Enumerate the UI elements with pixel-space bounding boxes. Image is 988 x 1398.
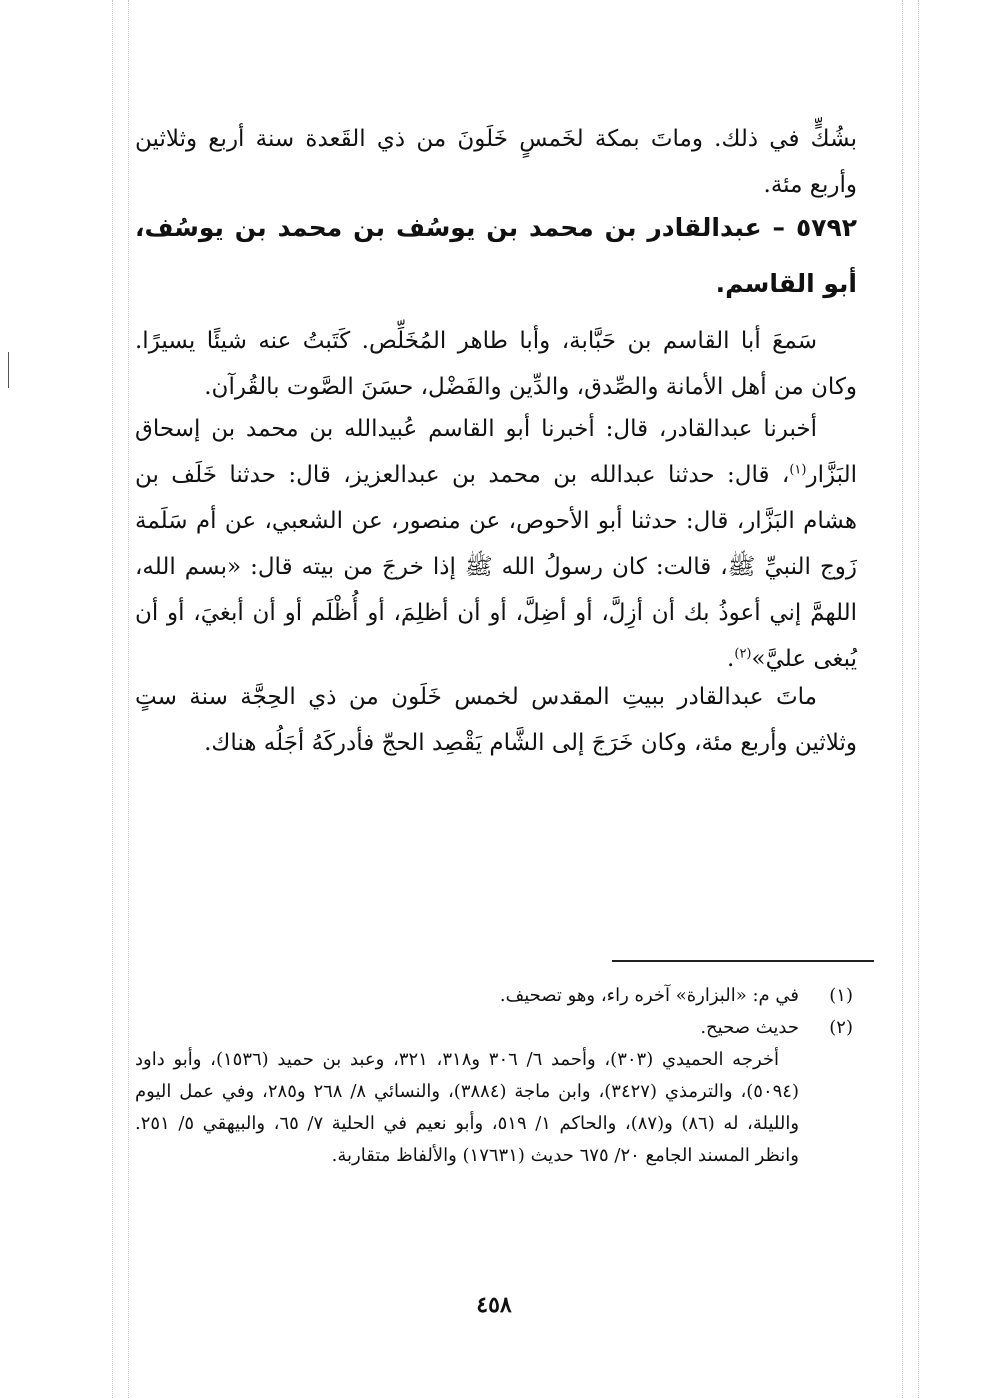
biography-paragraph	[135, 318, 857, 410]
footnote-ref-1[interactable]: (١)	[789, 462, 807, 478]
footnote-body: أخرجه الحميدي (٣٠٣)، وأحمد ٦/ ٣٠٦ و٣١٨، ٣٢١، وعبد بن حميد (١٥٣٦)، وأبو داود (٥٠٩٤)، والترمذي (٣٤٢٧)، وابن ماجة (٣٨٨٤)، والنسائي ٨/ ٢٦٨ و٢٨٥، وفي عمل اليوم والليلة، له (٨٦) و(٨٧)، والحاكم ١/ ٥١٩، وأبو نعيم في الحلية ٧/ ٦٥، والبيهقي ٥/ ٢٥١. وانظر المسند الجامع ٢٠/ ٦٧٥ حديث (١٧٦٣١) والألفاظ متقاربة.	[135, 1049, 800, 1166]
paragraph-text: سَمعَ أبا القاسم بن حَبَّابة، وأبا طاهر المُخَلِّص. كَتَبتُ عنه شيئًا يسيرًا. وكان من أهل الأمانة والصِّدق، والدِّين والفَضْل، حسَنَ الصَّوت بالقُرآن.	[135, 328, 857, 400]
paragraph-text: بشُكٍّ في ذلك. وماتَ بمكة لخَمسٍ خَلَونَ من ذي القَعدة سنة أربع وثلاثين وأربع مئة.	[135, 126, 857, 198]
page-number: ٤٥٨	[476, 1292, 512, 1318]
paragraph-text-part: ، قال: حدثنا عبدالله بن محمد بن عبدالعزيز، قال: حدثنا خَلَف بن هشام البَزَّار، قال: حدثنا أبو الأحوص، عن منصور، عن الشعبي، عن أم سَلَمة زَوج النبيِّ ﷺ، قالت: كان رسولُ الله ﷺ إذا خرجَ من بيته قال: «بسم الله، اللهمَّ إني أعوذُ بك أن أزِلَّ، أو أضِلَّ، أو أن أظلِمَ، أو أُظْلَم أو أن أبغيَ، أو أن يُبغى عليَّ»	[135, 462, 857, 672]
footnote-ref-2[interactable]: (٢)	[734, 646, 752, 662]
paragraph-text: ماتَ عبدالقادر ببيتِ المقدس لخمس خَلَون من ذي الحِجَّة سنة ستٍ وثلاثين وأربع مئة، وكان خَرَجَ إلى الشَّام يَقْصِد الحجّ فأدركَهُ أجَلُه هناك.	[135, 684, 857, 756]
footnote-separator	[612, 960, 874, 962]
scan-edge-mark	[8, 352, 9, 388]
entry-heading-text: ٥٧٩٢ – عبدالقادر بن محمد بن يوسُف بن محمد بن يوسُف، أبو القاسم.	[135, 213, 857, 298]
scan-margin-line	[902, 0, 903, 1398]
death-paragraph	[135, 674, 857, 766]
paragraph-text: أخبرنا عبدالقادر، قال: أخبرنا أبو القاسم عُبيدالله بن محمد بن إسحاق البَزَّار$^{(١)}$، قال: حدثنا عبدالله بن محمد بن عبدالعزيز، قال: حدثنا خَلَف بن هشام البَزَّار، قال: حدثنا أبو الأحوص، عن منصور، عن الشعبي، عن أم سَلَمة زَوج النبيِّ ﷺ، قالت: كان رسولُ الله ﷺ إذا خرجَ من بيته قال: «بسم الله، اللهمَّ إني أعوذُ بك أن أزِلَّ، أو أضِلَّ، أو أن أظلِمَ، أو أُظْلَم أو أن أبغيَ، أو أن يُبغى عليَّ»$^{(٢)}$.	[135, 416, 857, 672]
footnotes-section	[135, 980, 853, 1172]
footnote-number: (١)	[829, 985, 853, 1006]
scan-margin-line	[112, 0, 113, 1398]
paragraph-text-part: أخبرنا عبدالقادر، قال: أخبرنا أبو القاسم عُبيدالله بن محمد بن إسحاق البَزَّار	[135, 416, 857, 488]
footnote-text: في م: «البزارة» آخره راء، وهو تصحيف.	[499, 985, 799, 1006]
footnote-text: حديث صحيح.	[700, 1017, 799, 1038]
scan-margin-line	[128, 0, 129, 1398]
continuation-paragraph	[135, 116, 857, 208]
footnote-item	[135, 1012, 853, 1044]
hadith-paragraph	[135, 406, 857, 682]
entry-heading	[135, 200, 857, 312]
scan-margin-line	[918, 0, 919, 1398]
footnote-item	[135, 980, 853, 1012]
footnote-number: (٢)	[829, 1017, 853, 1038]
